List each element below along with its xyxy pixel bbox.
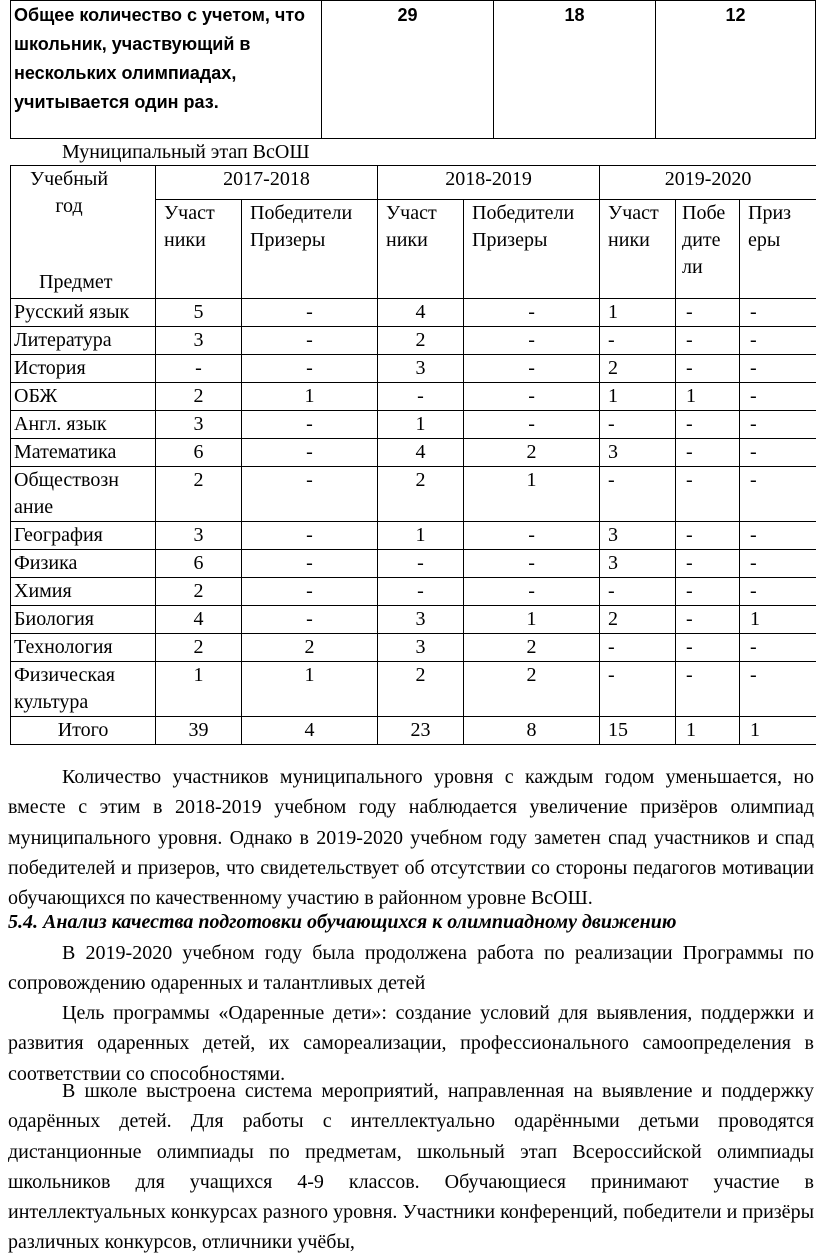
summary-value-1: 29 (322, 1, 494, 139)
value-cell: - (676, 467, 740, 522)
value-cell: 3 (378, 634, 464, 662)
value-cell: 6 (156, 439, 242, 467)
corner-cell (11, 166, 156, 299)
value-cell: 1 (156, 662, 242, 717)
value-cell: - (740, 550, 816, 578)
value-cell: 2 (378, 467, 464, 522)
value-cell: 3 (600, 439, 676, 467)
value-cell: - (676, 411, 740, 439)
value-cell: - (600, 634, 676, 662)
value-cell: 1 (378, 522, 464, 550)
value-cell: 3 (156, 327, 242, 355)
value-cell: - (740, 439, 816, 467)
table-row (11, 578, 816, 606)
summary-value-2: 18 (494, 1, 656, 139)
year-header-2019: 2019-2020 (600, 166, 816, 200)
value-cell: - (600, 467, 676, 522)
table-row (11, 606, 816, 634)
value-cell: - (740, 662, 816, 717)
value-cell: - (242, 327, 378, 355)
value-cell: - (242, 522, 378, 550)
table-row (11, 662, 816, 717)
value-cell: - (600, 411, 676, 439)
subject-cell: ОБЖ (11, 383, 156, 411)
year-header-2017: 2017-2018 (156, 166, 378, 200)
paragraph-program: В 2019-2020 учебном году была продолжена работа по реализации Программы по сопровождению одаренных и талантливых детей (8, 938, 814, 999)
value-cell: - (464, 327, 600, 355)
subject-cell: Литература (11, 327, 156, 355)
value-cell: - (740, 383, 816, 411)
value-cell: 3 (378, 355, 464, 383)
value-cell: - (676, 439, 740, 467)
value-cell: - (464, 411, 600, 439)
paragraph-analysis: Количество участников муниципального уровня с каждым годом уменьшается, но вместе с этим в 2018-2019 учебном году наблюдается увеличение призёров олимпиад муниципального уровня. Однако в 2019-2020 учебном году заметен спад участников и спад победителей и призеров, что свидетельствует об отсутствии со стороны педагогов мотивации обучающихся по качественному участию в районном уровне ВсОШ. (8, 762, 814, 913)
value-cell: - (464, 550, 600, 578)
value-cell: 2 (156, 634, 242, 662)
total-value: 15 (600, 717, 676, 745)
value-cell: - (740, 522, 816, 550)
value-cell: - (242, 550, 378, 578)
value-cell: 2 (464, 439, 600, 467)
year-header-row (11, 166, 816, 200)
total-value: 1 (676, 717, 740, 745)
subject-cell: Биология (11, 606, 156, 634)
year-header-2018: 2018-2019 (378, 166, 600, 200)
value-cell: - (378, 578, 464, 606)
table-row (11, 634, 816, 662)
value-cell: 2 (378, 327, 464, 355)
subject-cell: Математика (11, 439, 156, 467)
value-cell: 6 (156, 550, 242, 578)
value-cell: - (156, 355, 242, 383)
value-cell: 2 (464, 634, 600, 662)
section-heading: 5.4. Анализ качества подготовки обучающихся к олимпиадному движению (8, 907, 676, 937)
sub-header-participants-1: Участ ники (156, 199, 242, 298)
value-cell: - (600, 327, 676, 355)
value-cell: - (740, 467, 816, 522)
value-cell: - (464, 383, 600, 411)
olympiad-table (10, 165, 816, 745)
value-cell: - (464, 578, 600, 606)
subject-cell: Физическая культура (11, 662, 156, 717)
value-cell: 2 (156, 578, 242, 606)
value-cell: - (242, 299, 378, 327)
value-cell: - (676, 355, 740, 383)
total-value: 23 (378, 717, 464, 745)
total-value: 8 (464, 717, 600, 745)
value-cell: 3 (156, 522, 242, 550)
value-cell: - (676, 634, 740, 662)
table-row (11, 522, 816, 550)
sub-header-winners-2: Победители Призеры (464, 199, 600, 298)
value-cell: - (242, 411, 378, 439)
value-cell: 1 (242, 662, 378, 717)
value-cell: 2 (242, 634, 378, 662)
total-value: 39 (156, 717, 242, 745)
value-cell: - (676, 327, 740, 355)
table-row (11, 383, 816, 411)
sub-header-winners-3: Побе дите ли (676, 199, 740, 298)
sub-header-participants-3: Участ ники (600, 199, 676, 298)
value-cell: - (378, 383, 464, 411)
table-row (11, 439, 816, 467)
value-cell: - (464, 355, 600, 383)
value-cell: - (740, 578, 816, 606)
total-value: 4 (242, 717, 378, 745)
value-cell: - (600, 662, 676, 717)
table-caption: Муниципальный этап ВсОШ (62, 139, 310, 166)
value-cell: 3 (600, 522, 676, 550)
paragraph-system: В школе выстроена система мероприятий, направленная на выявление и поддержку одарённых детей. Для работы с интеллектуально одарёнными детьми проводятся дистанционные олимпиады по предметам, школьный этап Всероссийской олимпиады школьников для учащихся 4-9 классов. Обучающиеся принимают участие в интеллектуальных конкурсах разного уровня. Участники конференций, победители и призёры различных конкурсов, отличники учёбы, (8, 1076, 814, 1258)
value-cell: 4 (378, 439, 464, 467)
table-row (11, 411, 816, 439)
value-cell: - (464, 522, 600, 550)
corner-top: Учебный год (14, 166, 124, 220)
value-cell: 1 (464, 467, 600, 522)
value-cell: 3 (378, 606, 464, 634)
value-cell: - (740, 355, 816, 383)
value-cell: 3 (600, 550, 676, 578)
value-cell: 2 (156, 383, 242, 411)
subject-cell: Химия (11, 578, 156, 606)
value-cell: 1 (676, 383, 740, 411)
table-row (11, 327, 816, 355)
value-cell: 2 (464, 662, 600, 717)
summary-label: Общее количество с учетом, что школьник, участвующий в нескольких олимпиадах, учитывается один раз. (11, 1, 322, 139)
value-cell: - (740, 411, 816, 439)
value-cell: - (676, 550, 740, 578)
sub-header-participants-2: Участ ники (378, 199, 464, 298)
subject-cell: Обществозн ание (11, 467, 156, 522)
value-cell: - (242, 439, 378, 467)
value-cell: 1 (464, 606, 600, 634)
subject-cell: Физика (11, 550, 156, 578)
subject-cell: Англ. язык (11, 411, 156, 439)
value-cell: - (676, 662, 740, 717)
summary-row (11, 1, 816, 139)
sub-header-prizewinners-3: Приз еры (740, 199, 816, 298)
value-cell: - (676, 522, 740, 550)
value-cell: - (676, 299, 740, 327)
value-cell: - (242, 578, 378, 606)
value-cell: 1 (600, 299, 676, 327)
value-cell: - (242, 355, 378, 383)
value-cell: - (378, 550, 464, 578)
total-label: Итого (11, 717, 156, 745)
table-row (11, 550, 816, 578)
value-cell: - (242, 606, 378, 634)
table-row (11, 355, 816, 383)
value-cell: 1 (242, 383, 378, 411)
table-row (11, 299, 816, 327)
value-cell: - (600, 578, 676, 606)
total-value: 1 (740, 717, 816, 745)
subject-cell: Русский язык (11, 299, 156, 327)
table-row (11, 467, 816, 522)
subject-cell: Технология (11, 634, 156, 662)
paragraph-goal: Цель программы «Одаренные дети»: создание условий для выявления, поддержки и развития одаренных детей, их самореализации, профессионального самоопределения в соответствии со способностями. (8, 998, 814, 1089)
corner-bottom: Предмет (39, 269, 113, 296)
value-cell: - (676, 606, 740, 634)
value-cell: - (740, 299, 816, 327)
value-cell: 2 (378, 662, 464, 717)
value-cell: 1 (600, 383, 676, 411)
subject-cell: География (11, 522, 156, 550)
subject-cell: История (11, 355, 156, 383)
value-cell: 1 (378, 411, 464, 439)
summary-table (10, 0, 816, 139)
value-cell: - (676, 578, 740, 606)
table-body (11, 299, 816, 717)
summary-value-3: 12 (656, 1, 816, 139)
value-cell: - (242, 467, 378, 522)
value-cell: 2 (600, 606, 676, 634)
value-cell: 4 (378, 299, 464, 327)
total-row (11, 717, 816, 745)
value-cell: 2 (156, 467, 242, 522)
value-cell: 3 (156, 411, 242, 439)
value-cell: - (464, 299, 600, 327)
value-cell: 4 (156, 606, 242, 634)
value-cell: 1 (740, 606, 816, 634)
value-cell: 5 (156, 299, 242, 327)
value-cell: - (740, 327, 816, 355)
value-cell: - (740, 634, 816, 662)
value-cell: 2 (600, 355, 676, 383)
sub-header-winners-1: Победители Призеры (242, 199, 378, 298)
